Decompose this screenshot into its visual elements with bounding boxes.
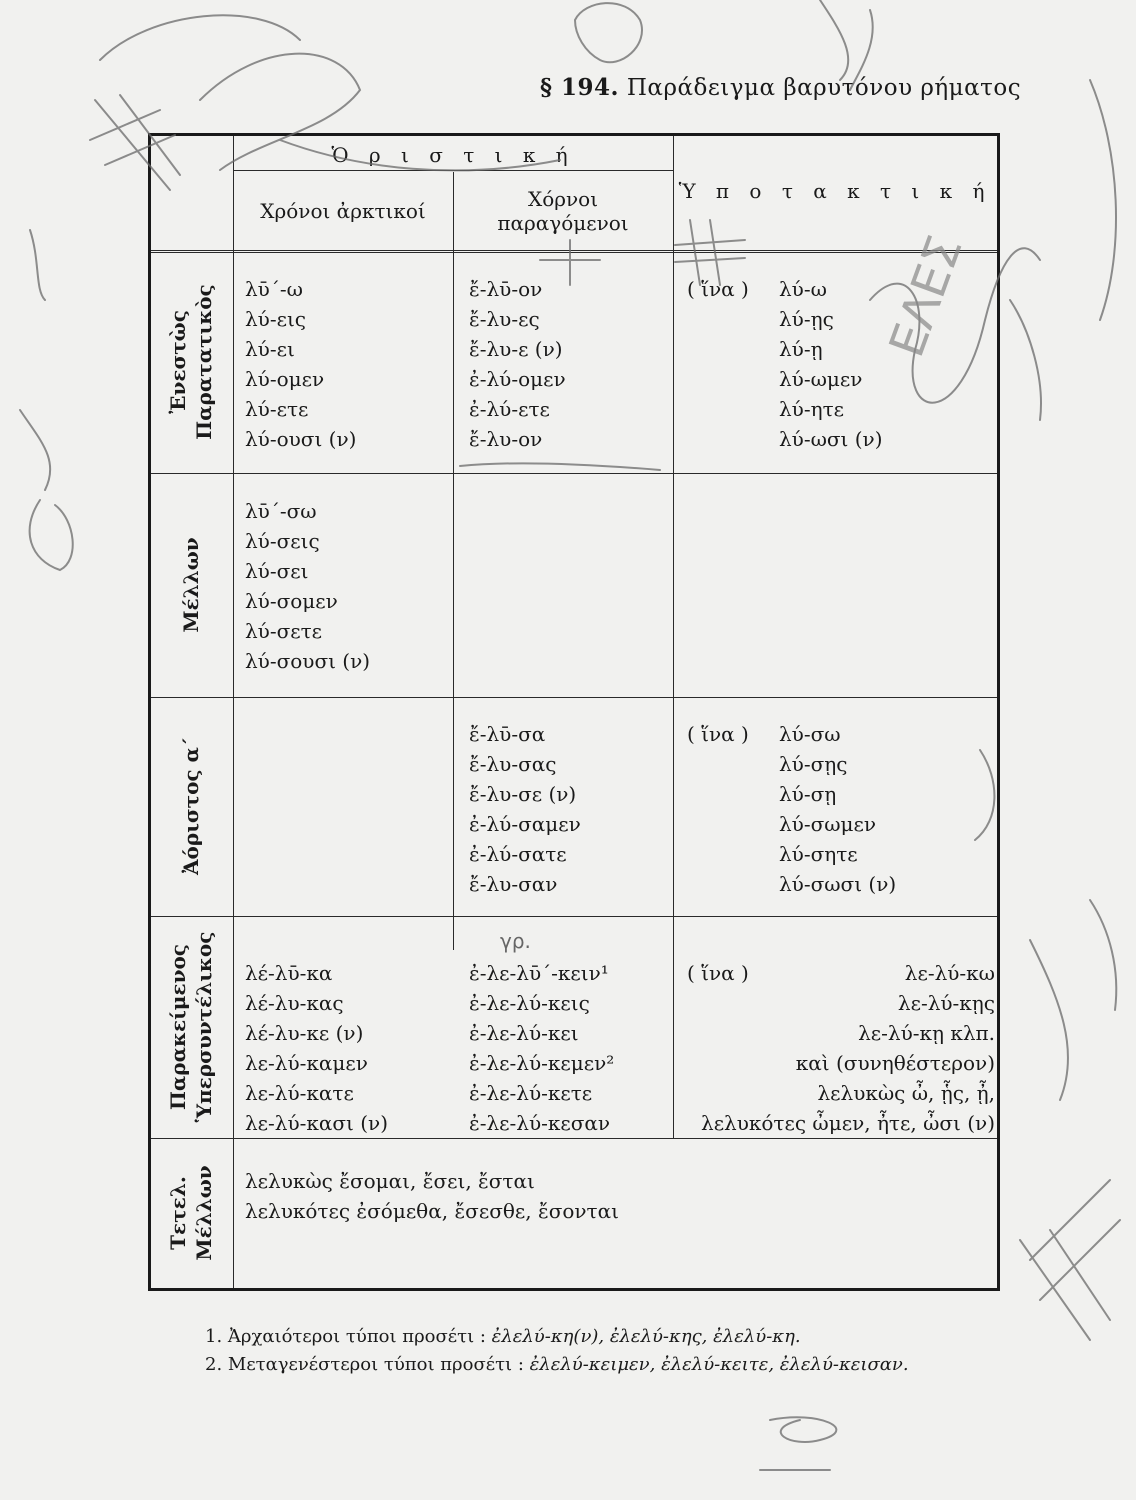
footnotes (205, 1323, 909, 1379)
section-number: § 194. (540, 74, 620, 101)
parakeimenos-arktikoi: λέ-λῡ-κα λέ-λυ-κας λέ-λυ-κε (ν) λε-λύ-καμεν λε-λύ-κατε λε-λύ-κασι (ν) (245, 961, 389, 1135)
enestos-arktikoi: λῡ´-ω λύ-εις λύ-ει λύ-ομεν λύ-ετε λύ-ουσι (ν) (245, 277, 357, 451)
row-label-parakeimenos: Παρακείμενος Ὑπερσυντέλικος (166, 931, 216, 1123)
conjugation-table (148, 133, 1000, 1291)
header-oristiki: Ὁ ρ ι σ τ ι κ ή (331, 143, 575, 167)
header-paragomenoi-1: Χόρνοι (527, 187, 599, 211)
page-heading (540, 74, 1021, 101)
parakeimenos-ypotaktiki: λε-λύ-κω λε-λύ-κῃς λε-λύ-κῃ κλπ. καὶ (συνηθέστερον) λελυκὼς ὦ, ᾗς, ᾖ, λελυκότες ὦμεν, ἦτε, ὦσι (ν) (701, 961, 995, 1135)
parakeimenos-ina: ( ἵνα ) (687, 961, 749, 985)
enestos-ina: ( ἵνα ) (687, 277, 749, 301)
aoristos-ina: ( ἵνα ) (687, 722, 749, 746)
section-title: Παράδειγμα βαρυτόνου ρήματος (626, 75, 1022, 101)
tetel-text: λελυκὼς ἔσομαι, ἔσει, ἔσται λελυκότες ἐσόμεθα, ἔσεσθε, ἔσονται (245, 1169, 619, 1223)
pencil-margin-scrawl: ΕΛΕΣ (878, 228, 974, 365)
aoristos-paragomenoi: ἔ-λῡ-σα ἔ-λυ-σας ἔ-λυ-σε (ν) ἐ-λύ-σαμεν ἐ-λύ-σατε ἔ-λυ-σαν (469, 722, 581, 896)
enestos-ypotaktiki: λύ-ω λύ-ῃς λύ-ῃ λύ-ωμεν λύ-ητε λύ-ωσι (ν) (779, 277, 883, 451)
header-ypotaktiki: Ὑ π ο τ α κ τ ι κ ή (678, 179, 992, 203)
enestos-paragomenoi: ἔ-λῡ-ον ἔ-λυ-ες ἔ-λυ-ε (ν) ἐ-λύ-ομεν ἐ-λύ-ετε ἔ-λυ-ον (469, 277, 566, 451)
header-paragomenoi-2: παραγόμενοι (497, 211, 629, 235)
aoristos-ypotaktiki: λύ-σω λύ-σῃς λύ-σῃ λύ-σωμεν λύ-σητε λύ-σωσι (ν) (779, 722, 897, 896)
pencil-note: γρ. (500, 929, 531, 953)
footnote-1: 1. Ἀρχαιότεροι τύποι προσέτι : ἐλελύ-κη(ν), ἐλελύ-κης, ἐλελύ-κη. (205, 1326, 801, 1347)
footnote-2: 2. Μεταγενέστεροι τύποι προσέτι : ἐλελύ-κειμεν, ἐλελύ-κειτε, ἐλελύ-κεισαν. (205, 1354, 909, 1375)
row-label-enestos: Ἐνεστὼς Παρατατικὸς (166, 284, 216, 440)
row-label-tetel: Τετελ. Μέλλων (166, 1165, 216, 1261)
header-arktikoi: Χρόνοι ἀρκτικοί (260, 199, 426, 223)
mellon-arktikoi: λῡ´-σω λύ-σεις λύ-σει λύ-σομεν λύ-σετε λύ-σουσι (ν) (245, 499, 371, 673)
parakeimenos-paragomenoi: ἐ-λε-λῡ´-κειν¹ ἐ-λε-λύ-κεις ἐ-λε-λύ-κει ἐ-λε-λύ-κεμεν² ἐ-λε-λύ-κετε ἐ-λε-λύ-κεσαν (469, 961, 615, 1135)
row-label-aoristos: Ἀόριστος α´ (179, 737, 203, 875)
row-label-mellon: Μέλλων (179, 537, 203, 633)
